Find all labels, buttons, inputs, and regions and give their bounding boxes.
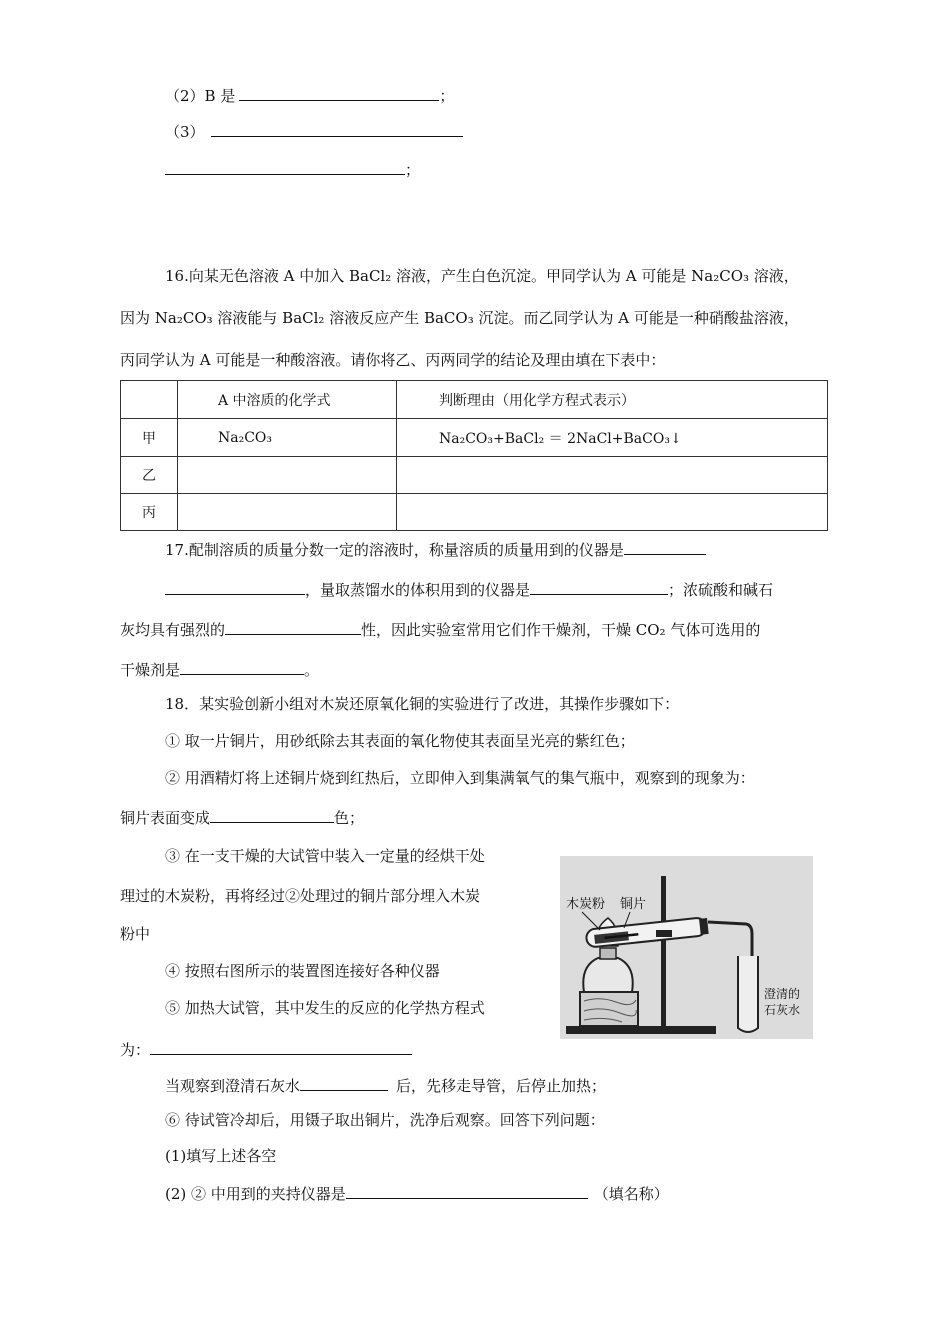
q15-part3: （3） xyxy=(165,120,463,142)
q18-sub1: (1)填写上述各空 xyxy=(165,1147,277,1165)
q18-step3-line1: ③ 在一支干燥的大试管中装入一定量的经烘干处 xyxy=(165,847,485,865)
q18-step5b: 为： xyxy=(120,1038,412,1060)
q16-line2: 因为 Na₂CO₃ 溶液能与 BaCl₂ 溶液反应产生 BaCO₃ 沉淀。而乙同学认为 A 可能是一种硝酸盐溶液， xyxy=(120,309,799,327)
answer-blank[interactable] xyxy=(530,578,668,595)
q15-part3-line2: ； xyxy=(165,158,420,180)
answer-cell[interactable] xyxy=(397,457,828,494)
label-limewater-2: 石灰水 xyxy=(764,1003,801,1017)
q18-observe: 当观察到澄清石灰水 后，先移走导管，后停止加热； xyxy=(165,1074,606,1096)
table-row xyxy=(121,457,828,494)
answer-blank[interactable] xyxy=(165,158,405,175)
q18-sub2: (2) ② 中用到的夹持仪器是 （填名称） xyxy=(165,1182,669,1204)
answer-blank[interactable] xyxy=(180,658,304,675)
table-cell: 甲 xyxy=(121,419,178,457)
q18-step2: ② 用酒精灯将上述铜片烧到红热后，立即伸入到集满氧气的集气瓶中，观察到的现象为： xyxy=(165,769,755,787)
answer-blank[interactable] xyxy=(239,84,439,101)
table-cell: Na₂CO₃ xyxy=(178,419,397,457)
table-header-cell xyxy=(121,381,178,419)
q15-part2: （2）B 是 ； xyxy=(165,84,454,106)
table-cell: 乙 xyxy=(121,457,178,494)
answer-blank[interactable] xyxy=(624,538,706,555)
table-row xyxy=(121,494,828,531)
answer-cell[interactable] xyxy=(397,494,828,531)
answer-blank[interactable] xyxy=(150,1038,412,1055)
answer-blank[interactable] xyxy=(210,806,334,823)
q16-line3: 丙同学认为 A 可能是一种酸溶液。请你将乙、丙两同学的结论及理由填在下表中： xyxy=(120,351,666,369)
q16-table xyxy=(120,380,828,531)
label-charcoal: 木炭粉 xyxy=(566,897,606,912)
q17-line4: 干燥剂是 。 xyxy=(120,658,319,680)
answer-blank[interactable] xyxy=(300,1074,388,1091)
receiving-tube xyxy=(738,956,758,1032)
table-cell: 丙 xyxy=(121,494,178,531)
answer-blank[interactable] xyxy=(211,120,463,137)
q18-step3-line2: 理过的木炭粉，再将经过②处理过的铜片部分埋入木炭 xyxy=(120,887,481,905)
answer-cell[interactable] xyxy=(178,494,397,531)
q18-line1: 18．某实验创新小组对木炭还原氧化铜的实验进行了改进，其操作步骤如下： xyxy=(165,695,680,713)
answer-blank[interactable] xyxy=(165,578,305,595)
q17-line2: ，量取蒸馏水的体积用到的仪器是 ；浓硫酸和碱石 xyxy=(165,578,773,600)
wooden-block xyxy=(580,992,638,1026)
q16-line1: 16.向某无色溶液 A 中加入 BaCl₂ 溶液，产生白色沉淀。甲同学认为 A 可能是 Na₂CO₃ 溶液， xyxy=(165,267,799,285)
q17-line3: 灰均具有强烈的 性，因此实验室常用它们作干燥剂，干燥 CO₂ 气体可选用的 xyxy=(120,618,760,640)
table-header-cell: A 中溶质的化学式 xyxy=(178,381,397,419)
q18-step4: ④ 按照右图所示的装置图连接好各种仪器 xyxy=(165,962,440,980)
stand-base xyxy=(566,1026,716,1034)
table-header-row xyxy=(121,381,828,419)
q18-step1: ① 取一片铜片，用砂纸除去其表面的氧化物使其表面呈光亮的紫红色； xyxy=(165,732,635,750)
apparatus-diagram xyxy=(560,856,813,1039)
label-copper: 铜片 xyxy=(620,897,647,912)
answer-blank[interactable] xyxy=(346,1182,588,1199)
q18-step3-line3: 粉中 xyxy=(120,925,151,943)
label-limewater-1: 澄清的 xyxy=(764,987,801,1001)
q18-step6: ⑥ 待试管冷却后，用镊子取出铜片，洗净后观察。回答下列问题： xyxy=(165,1111,605,1129)
table-cell: Na₂CO₃+BaCl₂ ＝ 2NaCl+BaCO₃↓ xyxy=(397,419,828,457)
alcohol-lamp xyxy=(583,958,632,992)
stand-rod xyxy=(661,876,666,1028)
answer-blank[interactable] xyxy=(225,618,361,635)
apparatus-figure xyxy=(560,856,813,1039)
q18-step2b: 铜片表面变成 色； xyxy=(120,806,364,828)
table-row xyxy=(121,419,828,457)
q18-step5: ⑤ 加热大试管，其中发生的反应的化学热方程式 xyxy=(165,999,485,1017)
clamp xyxy=(656,930,672,937)
q17-line1: 17.配制溶质的质量分数一定的溶液时，称量溶质的质量用到的仪器是 xyxy=(165,538,706,560)
answer-cell[interactable] xyxy=(178,457,397,494)
table-header-cell: 判断理由（用化学方程式表示） xyxy=(397,381,828,419)
